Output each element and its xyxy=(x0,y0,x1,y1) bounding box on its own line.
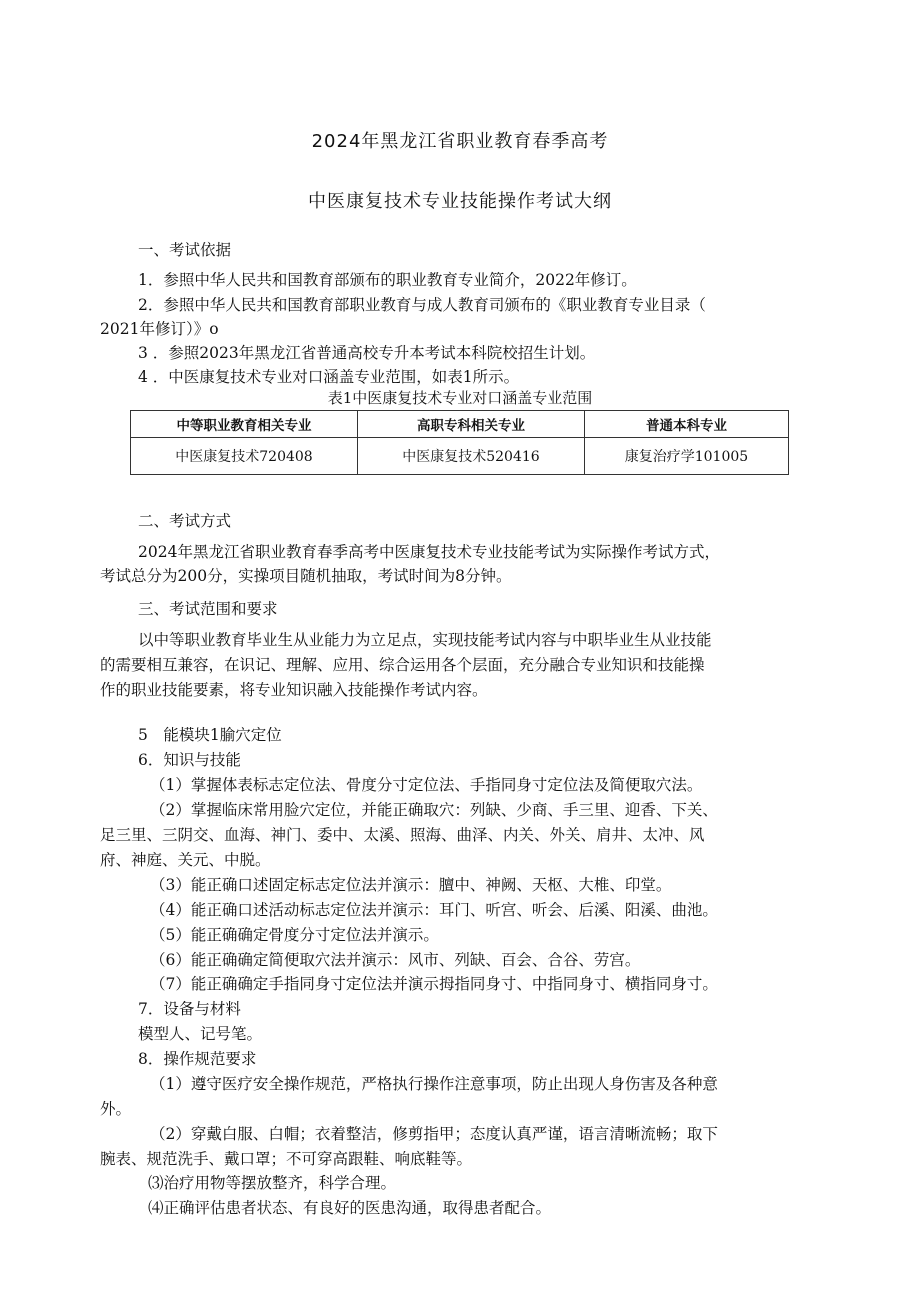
method-line-2: 考试总分为200分，实操项目随机抽取，考试时间为8分钟。 xyxy=(100,567,512,585)
knowledge-item-4: （4）能正确口述活动标志定位法并演示：耳门、听宫、听会、后溪、阳溪、曲池。 xyxy=(150,901,718,919)
knowledge-heading: 6．知识与技能 xyxy=(138,751,241,769)
knowledge-item-1: （1）掌握体表标志定位法、骨度分寸定位法、手指同身寸定位法及简便取穴法。 xyxy=(150,776,703,794)
table-header-cell: 中等职业教育相关专业 xyxy=(131,411,358,438)
table-cell: 中医康复技术520416 xyxy=(357,438,584,475)
basis-item-4: 4 ．中医康复技术专业对口涵盖专业范围，如表1所示。 xyxy=(138,368,520,386)
equipment-line: 模型人、记号笔。 xyxy=(138,1025,263,1043)
operation-item-2: （2）穿戴白服、白帽；衣着整洁，修剪指甲；态度认真严谨，语言清晰流畅；取下 xyxy=(150,1125,718,1143)
basis-item-1: 1．参照中华人民共和国教育部颁布的职业教育专业简介，2022年修订。 xyxy=(138,271,637,289)
table-header-cell: 普通本科专业 xyxy=(584,411,788,438)
knowledge-item-2-cont: 府、神庭、关元、中脱。 xyxy=(100,851,271,869)
doc-title-line2: 中医康复技术专业技能操作考试大纲 xyxy=(308,191,612,212)
knowledge-item-6: （6）能正确确定简便取穴法并演示：风市、列缺、百会、合谷、劳宫。 xyxy=(150,951,641,969)
table-header-row xyxy=(131,411,789,438)
operation-item-1: （1）遵守医疗安全操作规范，严格执行操作注意事项，防止出现人身伤害及各种意 xyxy=(150,1075,718,1093)
table-cell: 中医康复技术720408 xyxy=(131,438,358,475)
operation-item-4: ⑷正确评估患者状态、有良好的医患沟通，取得患者配合。 xyxy=(148,1199,552,1217)
knowledge-item-2: （2）掌握临床常用脸穴定位，并能正确取穴：列缺、少商、手三里、迎香、下关、 xyxy=(150,801,718,819)
scope-line-3: 作的职业技能要素，将专业知识融入技能操作考试内容。 xyxy=(100,681,488,699)
doc-title-line1: 2024年黑龙江省职业教育春季高考 xyxy=(311,131,609,152)
scope-line-1: 以中等职业教育毕业生从业能力为立足点，实现技能考试内容与中职毕业生从业技能 xyxy=(138,631,712,649)
table-caption: 表1中医康复技术专业对口涵盖专业范围 xyxy=(327,389,593,407)
equipment-heading: 7．设备与材料 xyxy=(138,1000,241,1018)
basis-item-3: 3 ．参照2023年黑龙江省普通高校专升本考试本科院校招生计划。 xyxy=(138,344,596,362)
basis-item-2: 2．参照中华人民共和国教育部职业教育与成人教育司颁布的《职业教育专业目录（ xyxy=(138,296,706,314)
knowledge-item-5: （5）能正确确定骨度分寸定位法并演示。 xyxy=(150,926,439,944)
operation-item-1-cont: 外。 xyxy=(100,1100,132,1118)
basis-item-2-cont: 2021年修订）》o xyxy=(100,320,219,338)
section-heading-method: 二、考试方式 xyxy=(138,512,232,530)
scope-line-2: 的需要相互兼容，在识记、理解、应用、综合运用各个层面，充分融合专业知识和技能操 xyxy=(100,656,705,674)
operation-heading: 8．操作规范要求 xyxy=(138,1050,257,1068)
knowledge-item-7: （7）能正确确定手指同身寸定位法并演示拇指同身寸、中指同身寸、横指同身寸。 xyxy=(150,975,718,993)
table-header-cell: 高职专科相关专业 xyxy=(357,411,584,438)
knowledge-item-3: （3）能正确口述固定标志定位法并演示：膻中、神阙、天枢、大椎、印堂。 xyxy=(150,876,672,894)
table-row xyxy=(131,438,789,475)
major-scope-table xyxy=(130,410,789,475)
knowledge-item-2-cont: 足三里、三阴交、血海、神门、委中、太溪、照海、曲泽、内关、外关、肩井、太冲、风 xyxy=(100,826,705,844)
method-line-1: 2024年黑龙江省职业教育春季高考中医康复技术专业技能考试为实际操作考试方式， xyxy=(138,543,720,561)
module-heading: 5 能模块1腧穴定位 xyxy=(138,726,282,744)
operation-item-2-cont: 腕表、规范洗手、戴口罩；不可穿高跟鞋、响底鞋等。 xyxy=(100,1150,473,1168)
table-cell: 康复治疗学101005 xyxy=(584,438,788,475)
section-heading-basis: 一、考试依据 xyxy=(138,241,232,259)
section-heading-scope: 三、考试范围和要求 xyxy=(138,600,278,618)
operation-item-3: ⑶治疗用物等摆放整齐，科学合理。 xyxy=(148,1174,397,1192)
